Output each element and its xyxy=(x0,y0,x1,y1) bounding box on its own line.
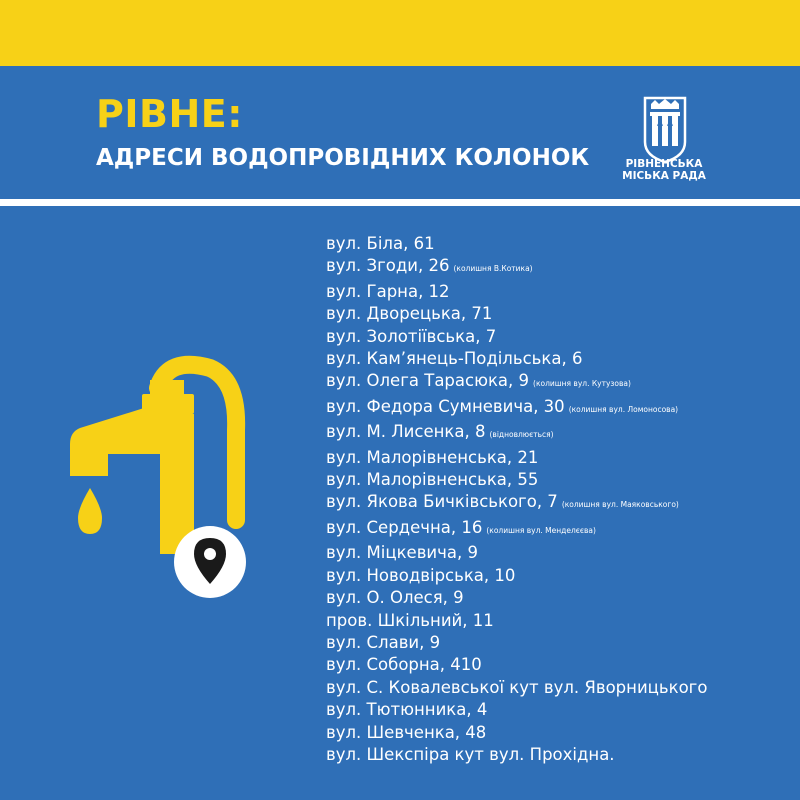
address-text: вул. Федора Сумневича, 30 xyxy=(326,396,565,416)
address-note: (колишня вул. Маяковського) xyxy=(561,500,679,510)
address-text: вул. Міцкевича, 9 xyxy=(326,543,478,563)
logo-caption xyxy=(600,158,728,182)
address-text: вул. Малорівненська, 21 xyxy=(326,447,539,467)
top-yellow-band xyxy=(0,0,800,66)
address-item xyxy=(326,632,707,654)
page-subtitle: АДРЕСИ ВОДОПРОВІДНИХ КОЛОНОК xyxy=(96,145,590,171)
water-drop-icon xyxy=(78,488,102,534)
address-item xyxy=(326,396,707,421)
address-item xyxy=(326,303,707,325)
address-text: вул. О. Олеся, 9 xyxy=(326,588,464,608)
address-item xyxy=(326,677,707,699)
address-text: вул. Згоди, 26 xyxy=(326,256,450,276)
address-item xyxy=(326,469,707,491)
address-text: вул. Новодвірська, 10 xyxy=(326,565,516,585)
location-pin-icon xyxy=(174,526,246,598)
address-item xyxy=(326,348,707,370)
address-item xyxy=(326,610,707,632)
address-item xyxy=(326,587,707,609)
address-note: (колишня вул. Менделєєва) xyxy=(486,525,596,535)
address-item xyxy=(326,722,707,744)
address-note: (колишня вул. Ломоносова) xyxy=(568,404,679,414)
address-text: вул. Слави, 9 xyxy=(326,632,441,652)
address-note: (колишня В.Котика) xyxy=(453,264,533,274)
address-text: вул. Біла, 61 xyxy=(326,234,435,253)
address-item xyxy=(326,326,707,348)
address-item xyxy=(326,744,707,766)
address-item xyxy=(326,233,707,255)
address-text: вул. Шевченка, 48 xyxy=(326,722,487,742)
address-item xyxy=(326,699,707,721)
address-text: вул. Гарна, 12 xyxy=(326,281,450,301)
address-text: вул. М. Лисенка, 8 xyxy=(326,422,486,442)
address-item xyxy=(326,281,707,303)
address-item xyxy=(326,491,707,516)
water-pump-illustration xyxy=(60,350,270,620)
logo-caption-line1: РІВНЕНСЬКА xyxy=(625,158,703,170)
address-item xyxy=(326,542,707,564)
header-divider xyxy=(0,199,800,206)
address-note: (відновлюється) xyxy=(489,430,554,440)
address-text: вул. Малорівненська, 55 xyxy=(326,470,539,490)
address-text: вул. Соборна, 410 xyxy=(326,655,482,675)
address-text: вул. Якова Бичківського, 7 xyxy=(326,492,558,512)
address-item xyxy=(326,447,707,469)
address-item xyxy=(326,654,707,676)
address-item xyxy=(326,421,707,446)
address-text: вул. Кам’янець-Подільська, 6 xyxy=(326,349,583,369)
address-text: пров. Шкільний, 11 xyxy=(326,610,494,630)
address-list xyxy=(326,233,707,766)
address-text: вул. Сердечна, 16 xyxy=(326,517,483,537)
address-text: вул. Олега Тарасюка, 9 xyxy=(326,371,530,391)
address-text: вул. Шекспіра кут вул. Прохідна. xyxy=(326,744,615,764)
address-text: вул. Золотіївська, 7 xyxy=(326,326,497,346)
address-text: вул. Дворецька, 71 xyxy=(326,304,493,324)
address-item xyxy=(326,517,707,542)
address-text: вул. Тютюнника, 4 xyxy=(326,700,488,720)
address-item xyxy=(326,565,707,587)
page-title: РІВНЕ: xyxy=(96,92,243,136)
address-item xyxy=(326,370,707,395)
logo-caption-line2: МІСЬКА РАДА xyxy=(622,170,706,182)
address-item xyxy=(326,255,707,280)
address-text: вул. С. Ковалевської кут вул. Яворницького xyxy=(326,677,708,697)
address-note: (колишня вул. Кутузова) xyxy=(533,379,631,389)
